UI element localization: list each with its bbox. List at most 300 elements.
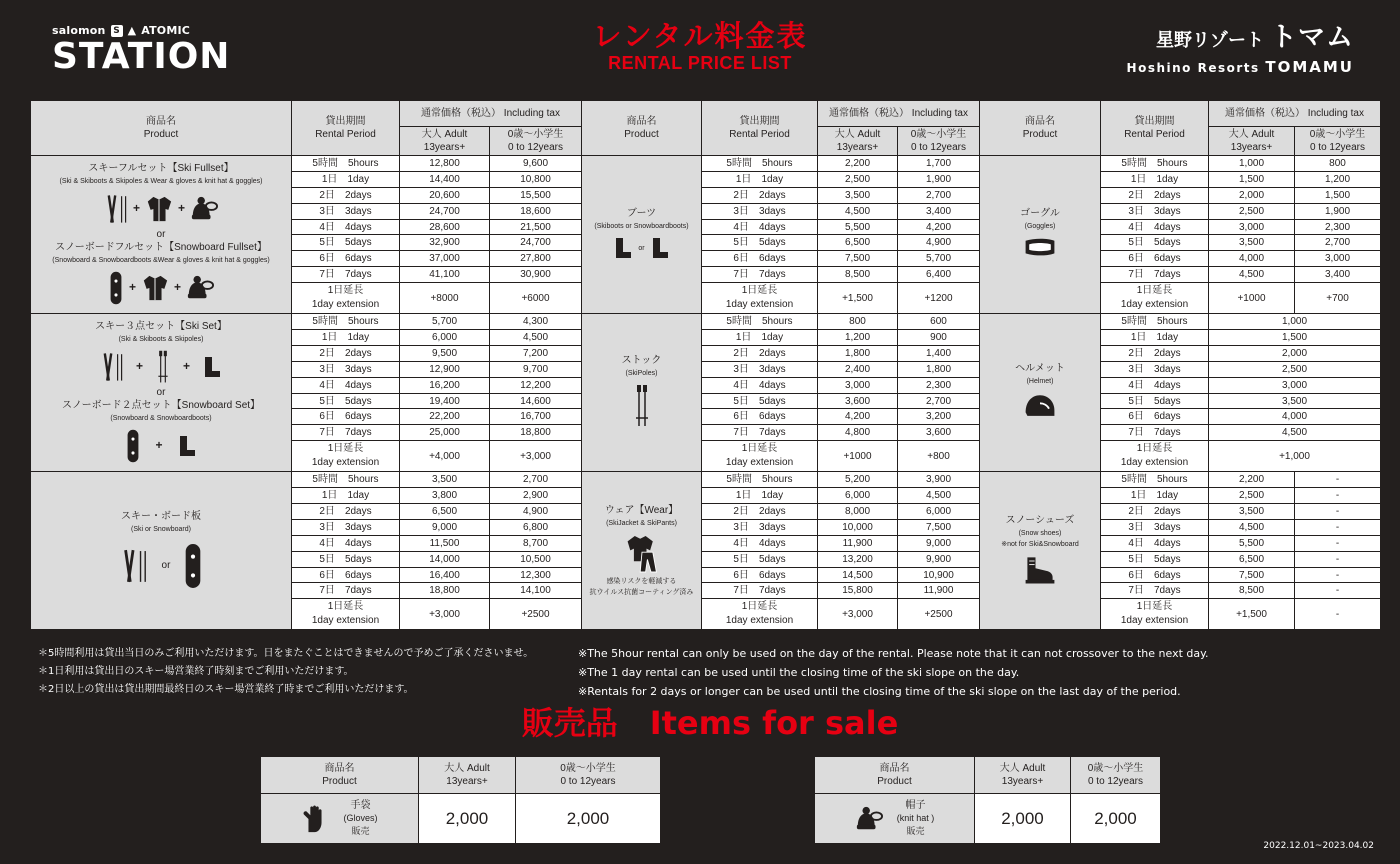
period-cell: 3日 3days bbox=[1101, 519, 1209, 535]
snowshoes-sub: (Snow shoes) bbox=[1018, 529, 1062, 537]
fullset-child-price: 9,600 bbox=[490, 156, 582, 172]
product-board: スキー・ボード板 (Ski or Snowboard) or bbox=[31, 472, 292, 630]
wear-child-price: 6,000 bbox=[898, 504, 980, 520]
fullset-adult-price: 20,600 bbox=[400, 187, 490, 203]
period-cell: 3日 3days bbox=[702, 361, 818, 377]
title-jp: レンタル料金表 bbox=[592, 19, 808, 53]
goggles-child-price: 3,000 bbox=[1295, 251, 1381, 267]
boot-icon bbox=[177, 435, 197, 457]
board-child-price: +2500 bbox=[490, 599, 582, 630]
wear-adult-price: 13,200 bbox=[818, 551, 898, 567]
wear-adult-price: 6,000 bbox=[818, 488, 898, 504]
page-header bbox=[0, 0, 1400, 98]
poles-adult-price: 3,000 bbox=[818, 377, 898, 393]
header-price-group: 通常価格（税込） Including tax bbox=[1209, 101, 1381, 127]
period-cell: 4日 4days bbox=[1101, 219, 1209, 235]
fullset-ski-sub: (Ski & Skiboots & Skipoles & Wear & gloves & knit hat & goggles) bbox=[59, 177, 263, 185]
snowshoes-adult-price: +1,500 bbox=[1209, 599, 1295, 630]
period-cell: 1日 1day bbox=[702, 488, 818, 504]
board-child-price: 2,700 bbox=[490, 472, 582, 488]
set3-ski-sub: (Ski & Skiboots & Skipoles) bbox=[118, 335, 204, 343]
salomon-atomic-station-logo bbox=[52, 24, 231, 77]
helmet-icon bbox=[1022, 392, 1058, 420]
set3-child-price: 16,700 bbox=[490, 409, 582, 425]
goggles-adult-price: +1000 bbox=[1209, 283, 1295, 314]
period-cell: 4日 4days bbox=[292, 219, 400, 235]
period-cell: 1日 1day bbox=[702, 330, 818, 346]
product-boots: ブーツ (Skiboots or Snowboardboots) or bbox=[582, 156, 702, 314]
period-cell: 1日延長 1day extension bbox=[702, 441, 818, 472]
sale-product-hat: 帽子 (knit hat ) 販売 bbox=[815, 794, 975, 844]
boots-adult-price: 7,500 bbox=[818, 251, 898, 267]
period-cell: 3日 3days bbox=[702, 519, 818, 535]
helmet-price: 4,000 bbox=[1209, 409, 1381, 425]
snowshoes-child-price: - bbox=[1295, 519, 1381, 535]
table-row bbox=[31, 472, 1381, 488]
poles-adult-price: +1000 bbox=[818, 441, 898, 472]
period-cell: 7日 7days bbox=[1101, 267, 1209, 283]
sale-header-product: 商品名 Product bbox=[815, 757, 975, 794]
product-wear bbox=[582, 472, 702, 630]
fullset-adult-price: 32,900 bbox=[400, 235, 490, 251]
header-child: 0歳～小学生 0 to 12years bbox=[898, 127, 980, 156]
wear-note-2: 抗ウイルス抗菌コーティング済み bbox=[589, 588, 694, 596]
period-cell: 1日延長 1day extension bbox=[292, 599, 400, 630]
period-cell: 4日 4days bbox=[702, 219, 818, 235]
period-cell: 5日 5days bbox=[292, 393, 400, 409]
period-cell: 5日 5days bbox=[1101, 235, 1209, 251]
period-cell: 5日 5days bbox=[702, 235, 818, 251]
wear-adult-price: 15,800 bbox=[818, 583, 898, 599]
helmet-name: ヘルメット bbox=[1015, 363, 1065, 375]
sale-table-hat bbox=[814, 756, 1161, 844]
snowshoes-child-price: - bbox=[1295, 551, 1381, 567]
helmet-price: 3,000 bbox=[1209, 377, 1381, 393]
period-cell: 6日 6days bbox=[292, 251, 400, 267]
gloves-adult-price: 2,000 bbox=[419, 794, 516, 844]
snowboard-icon bbox=[125, 429, 141, 463]
boots-child-price: 2,700 bbox=[898, 187, 980, 203]
header-period: 貸出期間 Rental Period bbox=[702, 101, 818, 156]
hat-goggles-icon bbox=[186, 274, 214, 302]
set3-ski-name: スキー３点セット【Ski Set】 bbox=[95, 320, 227, 332]
period-cell: 6日 6days bbox=[292, 567, 400, 583]
boots-adult-price: 4,500 bbox=[818, 203, 898, 219]
goggles-icon bbox=[1022, 237, 1058, 259]
product-goggles bbox=[980, 156, 1101, 314]
period-cell: 5時間 5hours bbox=[1101, 156, 1209, 172]
sale-header-adult: 大人 Adult 13years+ bbox=[419, 757, 516, 794]
period-cell: 5日 5days bbox=[292, 551, 400, 567]
set3-board-sub: (Snowboard & Snowboardboots) bbox=[110, 414, 212, 422]
fullset-adult-price: 14,400 bbox=[400, 171, 490, 187]
set3-adult-price: 5,700 bbox=[400, 314, 490, 330]
helmet-sub: (Helmet) bbox=[1026, 378, 1054, 386]
wear-child-price: 3,900 bbox=[898, 472, 980, 488]
period-cell: 7日 7days bbox=[1101, 425, 1209, 441]
wear-child-price: 10,900 bbox=[898, 567, 980, 583]
period-cell: 7日 7days bbox=[702, 425, 818, 441]
boots-child-price: +1200 bbox=[898, 283, 980, 314]
set3-child-price: 14,600 bbox=[490, 393, 582, 409]
wear-adult-price: 14,500 bbox=[818, 567, 898, 583]
table-row bbox=[31, 156, 1381, 172]
note-en-3: ※Rentals for 2 days or longer can be used until the closing time of the ski slope on the last day of the period. bbox=[578, 685, 1181, 698]
validity-date: 2022.12.01~2023.04.02 bbox=[1263, 841, 1374, 851]
wear-child-price: 4,500 bbox=[898, 488, 980, 504]
board-adult-price: 18,800 bbox=[400, 583, 490, 599]
fullset-child-price: 15,500 bbox=[490, 187, 582, 203]
header-child: 0歳～小学生 0 to 12years bbox=[490, 127, 582, 156]
snowshoes-adult-price: 2,200 bbox=[1209, 472, 1295, 488]
period-cell: 5日 5days bbox=[1101, 393, 1209, 409]
set3-adult-price: 16,200 bbox=[400, 377, 490, 393]
period-cell: 5日 5days bbox=[702, 393, 818, 409]
snowshoes-name: スノーシューズ bbox=[1005, 514, 1075, 526]
goggles-sub: (Goggles) bbox=[1024, 223, 1056, 231]
poles-adult-price: 2,400 bbox=[818, 361, 898, 377]
snowshoes-child-price: - bbox=[1295, 472, 1381, 488]
helmet-price: 4,500 bbox=[1209, 425, 1381, 441]
fullset-board-name: スノーボードフルセット【Snowboard Fullset】 bbox=[55, 241, 267, 253]
period-cell: 7日 7days bbox=[292, 583, 400, 599]
boots-adult-price: 2,500 bbox=[818, 171, 898, 187]
goggles-adult-price: 1,000 bbox=[1209, 156, 1295, 172]
board-child-price: 14,100 bbox=[490, 583, 582, 599]
boots-sub: (Skiboots or Snowboardboots) bbox=[594, 223, 689, 231]
period-cell: 5時間 5hours bbox=[1101, 314, 1209, 330]
period-cell: 1日延長 1day extension bbox=[292, 283, 400, 314]
note-en-1: ※The 5hour rental can only be used on the day of the rental. Please note that it can not crossover to the next day. bbox=[578, 647, 1209, 660]
fullset-child-price: 10,800 bbox=[490, 171, 582, 187]
product-fullset: スキーフルセット【Ski Fullset】 (Ski & Skiboots & Skipoles & Wear & gloves & knit hat & goggles) + + or スノーボードフルセット【Snowboard Fullset】 (Snowboard & Snowboardboots &Wear & gloves & knit hat & goggles) + + bbox=[31, 156, 292, 314]
wear-adult-price: +3,000 bbox=[818, 599, 898, 630]
period-cell: 1日 1day bbox=[1101, 330, 1209, 346]
period-cell: 1日延長 1day extension bbox=[292, 441, 400, 472]
product-set3: スキー３点セット【Ski Set】 (Ski & Skiboots & Skipoles) + + or スノーボード２点セット【Snowboard Set】 (Snowboard & Snowboardboots) + bbox=[31, 314, 292, 472]
hat-goggles-icon bbox=[190, 195, 218, 223]
fullset-child-price: 24,700 bbox=[490, 235, 582, 251]
set3-child-price: 9,700 bbox=[490, 361, 582, 377]
goggles-adult-price: 3,000 bbox=[1209, 219, 1295, 235]
table-header-row bbox=[31, 101, 1381, 127]
goggles-child-price: 800 bbox=[1295, 156, 1381, 172]
boots-child-price: 3,400 bbox=[898, 203, 980, 219]
goggles-adult-price: 3,500 bbox=[1209, 235, 1295, 251]
set3-adult-price: 25,000 bbox=[400, 425, 490, 441]
period-cell: 3日 3days bbox=[292, 519, 400, 535]
period-cell: 7日 7days bbox=[1101, 583, 1209, 599]
period-cell: 5日 5days bbox=[1101, 551, 1209, 567]
header-period: 貸出期間 Rental Period bbox=[1101, 101, 1209, 156]
jacket-icon bbox=[141, 274, 169, 302]
fullset-adult-price: 37,000 bbox=[400, 251, 490, 267]
poles-name: ストック bbox=[621, 355, 662, 367]
snowshoes-adult-price: 6,500 bbox=[1209, 551, 1295, 567]
period-cell: 6日 6days bbox=[292, 409, 400, 425]
period-cell: 1日延長 1day extension bbox=[1101, 599, 1209, 630]
boots-adult-price: 3,500 bbox=[818, 187, 898, 203]
goggles-child-price: 1,200 bbox=[1295, 171, 1381, 187]
period-cell: 2日 2days bbox=[292, 504, 400, 520]
fullset-child-price: 27,800 bbox=[490, 251, 582, 267]
poles-adult-price: 1,200 bbox=[818, 330, 898, 346]
header-product: 商品名 Product bbox=[980, 101, 1101, 156]
period-cell: 5日 5days bbox=[292, 235, 400, 251]
header-adult: 大人 Adult 13years+ bbox=[818, 127, 898, 156]
hoshino-en: Hoshino Resorts bbox=[1126, 61, 1260, 75]
knit-hat-icon bbox=[855, 804, 883, 834]
header-price-group: 通常価格（税込） Including tax bbox=[400, 101, 582, 127]
period-cell: 3日 3days bbox=[702, 203, 818, 219]
period-cell: 2日 2days bbox=[292, 345, 400, 361]
board-child-price: 12,300 bbox=[490, 567, 582, 583]
goggles-name: ゴーグル bbox=[1020, 208, 1060, 220]
set3-adult-price: 12,900 bbox=[400, 361, 490, 377]
period-cell: 6日 6days bbox=[1101, 409, 1209, 425]
boots-adult-price: 6,500 bbox=[818, 235, 898, 251]
goggles-child-price: +700 bbox=[1295, 283, 1381, 314]
sale-table-gloves bbox=[260, 756, 661, 844]
board-adult-price: 3,500 bbox=[400, 472, 490, 488]
hat-child-price: 2,000 bbox=[1071, 794, 1161, 844]
fullset-child-price: 21,500 bbox=[490, 219, 582, 235]
period-cell: 2日 2days bbox=[1101, 345, 1209, 361]
board-adult-price: 16,400 bbox=[400, 567, 490, 583]
header-product: 商品名 Product bbox=[31, 101, 292, 156]
period-cell: 3日 3days bbox=[1101, 361, 1209, 377]
period-cell: 2日 2days bbox=[702, 187, 818, 203]
period-cell: 4日 4days bbox=[292, 377, 400, 393]
poles-adult-price: 4,200 bbox=[818, 409, 898, 425]
wear-name: ウェア【Wear】 bbox=[604, 504, 679, 516]
helmet-price: 2,500 bbox=[1209, 361, 1381, 377]
period-cell: 1日 1day bbox=[292, 330, 400, 346]
period-cell: 1日 1day bbox=[1101, 171, 1209, 187]
goggles-adult-price: 2,000 bbox=[1209, 187, 1295, 203]
period-cell: 5時間 5hours bbox=[1101, 472, 1209, 488]
fullset-child-price: 18,600 bbox=[490, 203, 582, 219]
period-cell: 1日延長 1day extension bbox=[1101, 441, 1209, 472]
skis-icon bbox=[120, 546, 148, 586]
sale-header-product: 商品名 Product bbox=[261, 757, 419, 794]
notes-en bbox=[578, 644, 1209, 701]
set3-adult-price: 9,500 bbox=[400, 345, 490, 361]
sale-product-gloves: 手袋 (Gloves) 販売 bbox=[261, 794, 419, 844]
helmet-price: 1,000 bbox=[1209, 314, 1381, 330]
period-cell: 1日 1day bbox=[702, 171, 818, 187]
note-jp-1: ＊5時間利用は貸出当日のみご利用いただけます。日をまたぐことはできませんので予めご了承くださいませ。 bbox=[38, 648, 534, 659]
period-cell: 2日 2days bbox=[702, 345, 818, 361]
period-cell: 7日 7days bbox=[702, 583, 818, 599]
note-jp-3: ＊2日以上の貸出は貸出期間最終日のスキー場営業終了時までご利用いただけます。 bbox=[38, 684, 414, 695]
goggles-adult-price: 4,500 bbox=[1209, 267, 1295, 283]
product-poles bbox=[582, 314, 702, 472]
goggles-child-price: 1,500 bbox=[1295, 187, 1381, 203]
fullset-adult-price: +8000 bbox=[400, 283, 490, 314]
title-en: RENTAL PRICE LIST bbox=[608, 53, 792, 73]
tomamu-en: TOMAMU bbox=[1265, 58, 1354, 76]
helmet-price: 1,500 bbox=[1209, 330, 1381, 346]
header-price-group: 通常価格（税込） Including tax bbox=[818, 101, 980, 127]
fullset-adult-price: 28,600 bbox=[400, 219, 490, 235]
period-cell: 7日 7days bbox=[292, 425, 400, 441]
wear-adult-price: 5,200 bbox=[818, 472, 898, 488]
period-cell: 1日延長 1day extension bbox=[702, 283, 818, 314]
fullset-board-sub: (Snowboard & Snowboardboots &Wear & gloves & knit hat & goggles) bbox=[52, 256, 270, 264]
boots-child-price: 5,700 bbox=[898, 251, 980, 267]
wear-child-price: 7,500 bbox=[898, 519, 980, 535]
period-cell: 7日 7days bbox=[292, 267, 400, 283]
helmet-price: 3,500 bbox=[1209, 393, 1381, 409]
sale-header-child: 0歳～小学生 0 to 12years bbox=[516, 757, 661, 794]
goggles-child-price: 1,900 bbox=[1295, 203, 1381, 219]
boots-child-price: 4,200 bbox=[898, 219, 980, 235]
set3-adult-price: +4,000 bbox=[400, 441, 490, 472]
period-cell: 1日 1day bbox=[292, 488, 400, 504]
skis-icon bbox=[104, 192, 128, 226]
poles-child-price: 1,800 bbox=[898, 361, 980, 377]
period-cell: 6日 6days bbox=[1101, 567, 1209, 583]
set3-child-price: 4,500 bbox=[490, 330, 582, 346]
board-child-price: 10,500 bbox=[490, 551, 582, 567]
snowshoes-adult-price: 5,500 bbox=[1209, 535, 1295, 551]
period-cell: 1日延長 1day extension bbox=[1101, 283, 1209, 314]
product-snowshoes bbox=[980, 472, 1101, 630]
board-adult-price: 3,800 bbox=[400, 488, 490, 504]
period-cell: 4日 4days bbox=[292, 535, 400, 551]
header-product: 商品名 Product bbox=[582, 101, 702, 156]
period-cell: 4日 4days bbox=[702, 535, 818, 551]
period-cell: 5日 5days bbox=[702, 551, 818, 567]
board-adult-price: 9,000 bbox=[400, 519, 490, 535]
board-adult-price: 14,000 bbox=[400, 551, 490, 567]
poles-adult-price: 1,800 bbox=[818, 345, 898, 361]
set3-adult-price: 6,000 bbox=[400, 330, 490, 346]
product-helmet bbox=[980, 314, 1101, 472]
jacket-icon bbox=[145, 195, 173, 223]
header-child: 0歳～小学生 0 to 12years bbox=[1295, 127, 1381, 156]
wear-child-price: 9,000 bbox=[898, 535, 980, 551]
tomamu-jp: トマム bbox=[1270, 22, 1354, 53]
fullset-child-price: +6000 bbox=[490, 283, 582, 314]
boots-child-price: 1,900 bbox=[898, 171, 980, 187]
poles-child-price: 900 bbox=[898, 330, 980, 346]
boots-child-price: 1,700 bbox=[898, 156, 980, 172]
board-adult-price: +3,000 bbox=[400, 599, 490, 630]
period-cell: 6日 6days bbox=[1101, 251, 1209, 267]
wear-child-price: +2500 bbox=[898, 599, 980, 630]
wear-note-1: 感染リスクを軽減する bbox=[606, 577, 677, 585]
snowshoes-child-price: - bbox=[1295, 583, 1381, 599]
board-adult-price: 6,500 bbox=[400, 504, 490, 520]
period-cell: 5時間 5hours bbox=[292, 314, 400, 330]
poles-child-price: +800 bbox=[898, 441, 980, 472]
wear-adult-price: 8,000 bbox=[818, 504, 898, 520]
ski-poles-icon bbox=[632, 384, 652, 428]
snowshoes-child-price: - bbox=[1295, 599, 1381, 630]
snowshoes-adult-price: 7,500 bbox=[1209, 567, 1295, 583]
poles-child-price: 2,700 bbox=[898, 393, 980, 409]
board-child-price: 4,900 bbox=[490, 504, 582, 520]
boot-icon bbox=[202, 356, 222, 378]
goggles-adult-price: 4,000 bbox=[1209, 251, 1295, 267]
goggles-child-price: 3,400 bbox=[1295, 267, 1381, 283]
board-name: スキー・ボード板 bbox=[121, 510, 201, 522]
skis-icon bbox=[100, 350, 124, 384]
wear-child-price: 11,900 bbox=[898, 583, 980, 599]
poles-child-price: 1,400 bbox=[898, 345, 980, 361]
period-cell: 5時間 5hours bbox=[702, 472, 818, 488]
station-logo-text: STATION bbox=[52, 36, 231, 77]
header-adult: 大人 Adult 13years+ bbox=[400, 127, 490, 156]
snowshoes-child-price: - bbox=[1295, 504, 1381, 520]
period-cell: 3日 3days bbox=[1101, 203, 1209, 219]
fullset-adult-price: 41,100 bbox=[400, 267, 490, 283]
period-cell: 7日 7days bbox=[702, 267, 818, 283]
hat-adult-price: 2,000 bbox=[975, 794, 1071, 844]
snowshoes-child-price: - bbox=[1295, 488, 1381, 504]
period-cell: 2日 2days bbox=[292, 187, 400, 203]
period-cell: 5時間 5hours bbox=[292, 472, 400, 488]
snowshoes-adult-price: 2,500 bbox=[1209, 488, 1295, 504]
page-title bbox=[520, 20, 880, 74]
goggles-adult-price: 2,500 bbox=[1209, 203, 1295, 219]
set3-adult-price: 19,400 bbox=[400, 393, 490, 409]
wear-adult-price: 10,000 bbox=[818, 519, 898, 535]
snowshoes-adult-price: 4,500 bbox=[1209, 519, 1295, 535]
rental-price-table bbox=[30, 100, 1381, 630]
board-adult-price: 11,500 bbox=[400, 535, 490, 551]
period-cell: 2日 2days bbox=[702, 504, 818, 520]
period-cell: 2日 2days bbox=[1101, 504, 1209, 520]
period-cell: 4日 4days bbox=[1101, 377, 1209, 393]
boots-adult-price: 5,500 bbox=[818, 219, 898, 235]
period-cell: 2日 2days bbox=[1101, 187, 1209, 203]
fullset-child-price: 30,900 bbox=[490, 267, 582, 283]
set3-child-price: +3,000 bbox=[490, 441, 582, 472]
snowboard-boot-icon bbox=[650, 237, 670, 259]
set3-child-price: 7,200 bbox=[490, 345, 582, 361]
period-cell: 4日 4days bbox=[702, 377, 818, 393]
snowshoes-adult-price: 3,500 bbox=[1209, 504, 1295, 520]
wear-adult-price: 11,900 bbox=[818, 535, 898, 551]
snow-shoes-icon bbox=[1022, 555, 1058, 585]
period-cell: 3日 3days bbox=[292, 361, 400, 377]
period-cell: 1日 1day bbox=[292, 171, 400, 187]
sale-title: 販売品 Items for sale bbox=[521, 704, 899, 742]
period-cell: 6日 6days bbox=[702, 567, 818, 583]
salomon-s-icon: S bbox=[111, 25, 123, 37]
board-child-price: 8,700 bbox=[490, 535, 582, 551]
hoshino-jp: 星野リゾート bbox=[1156, 30, 1264, 51]
header-period: 貸出期間 Rental Period bbox=[292, 101, 400, 156]
snowshoes-child-price: - bbox=[1295, 567, 1381, 583]
period-cell: 6日 6days bbox=[702, 251, 818, 267]
sale-header-adult: 大人 Adult 13years+ bbox=[975, 757, 1071, 794]
fullset-adult-price: 12,800 bbox=[400, 156, 490, 172]
hoshino-tomamu-logo bbox=[1114, 20, 1354, 76]
snowshoes-child-price: - bbox=[1295, 535, 1381, 551]
boots-adult-price: +1,500 bbox=[818, 283, 898, 314]
glove-icon bbox=[301, 804, 329, 834]
set3-child-price: 4,300 bbox=[490, 314, 582, 330]
sale-header-child: 0歳～小学生 0 to 12years bbox=[1071, 757, 1161, 794]
poles-icon bbox=[155, 350, 171, 384]
notes-jp bbox=[38, 645, 533, 699]
period-cell: 5時間 5hours bbox=[292, 156, 400, 172]
poles-child-price: 600 bbox=[898, 314, 980, 330]
